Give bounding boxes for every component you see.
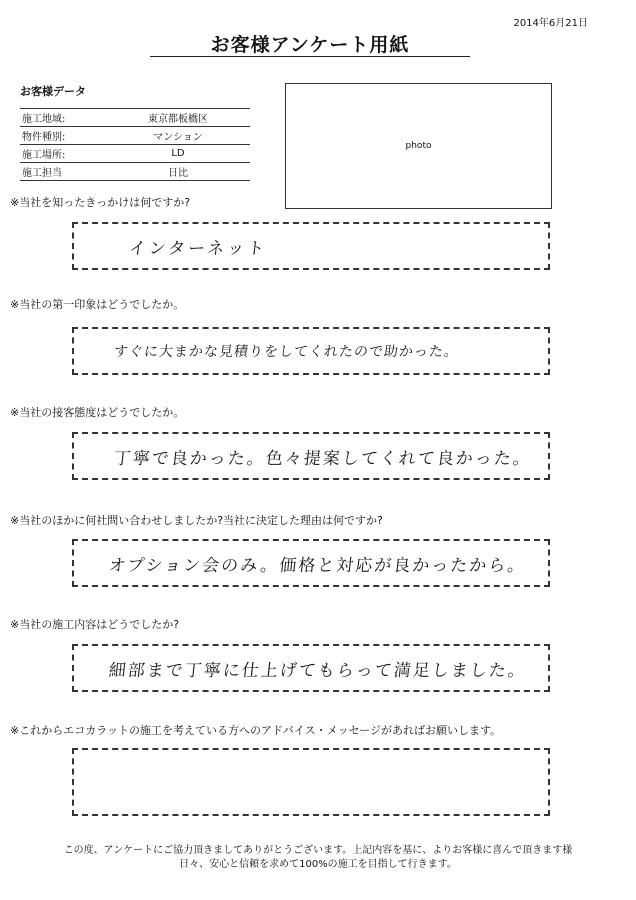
answer-box-6[interactable]	[72, 748, 550, 816]
closing-message	[0, 844, 636, 872]
question-6: ※これからエコカラットの施工を考えている方へのアドバイス・メッセージがあればお願いします。	[10, 724, 502, 737]
page-title: お客様アンケート用紙	[210, 34, 410, 56]
answer-text-5: 細部まで丁寧に仕上げてもらって満足しました。	[107, 660, 528, 681]
answer-box-2[interactable]	[72, 327, 550, 375]
customer-data-table	[20, 108, 250, 181]
question-5: ※当社の施工内容はどうでしたか?	[10, 618, 180, 631]
closing-line-1: この度、アンケートにご協力頂きましてありがとうございます。上記内容を基に、よりお客様に喜んで頂きます様	[63, 845, 573, 856]
row-value: マンション	[106, 127, 250, 145]
question-4: ※当社のほかに何社問い合わせしましたか?当社に決定した理由は何ですか?	[10, 514, 383, 527]
answer-box-5[interactable]	[72, 644, 550, 692]
row-label: 施工地域:	[20, 109, 106, 127]
title-underline	[150, 56, 470, 57]
answer-box-1[interactable]	[72, 222, 550, 270]
row-value: 東京都板橋区	[106, 109, 250, 127]
row-label: 物件種別:	[20, 127, 106, 145]
row-label: 施工場所:	[20, 145, 106, 163]
table-row	[20, 145, 250, 163]
photo-box	[285, 83, 552, 209]
answer-text-1: インターネット	[127, 238, 269, 259]
question-3: ※当社の接客態度はどうでしたか。	[10, 406, 185, 419]
table-row	[20, 163, 250, 181]
row-value: LD	[106, 145, 250, 163]
table-row	[20, 109, 250, 127]
survey-date: 2014年6月21日	[513, 18, 588, 29]
answer-box-4[interactable]	[72, 539, 550, 587]
row-label: 施工担当	[20, 163, 106, 181]
question-2: ※当社の第一印象はどうでしたか。	[10, 298, 185, 311]
question-1: ※当社を知ったきっかけは何ですか?	[10, 196, 191, 209]
answer-text-3: 丁寧で良かった。色々提案してくれて良かった。	[112, 448, 533, 469]
table-row	[20, 127, 250, 145]
answer-text-4: オプション会のみ。価格と対応が良かったから。	[107, 555, 528, 576]
row-value: 日比	[106, 163, 250, 181]
answer-text-2: すぐに大まかな見積りをしてくれたので助かった。	[113, 344, 460, 360]
answer-box-3[interactable]	[72, 432, 550, 480]
closing-line-2: 日々、安心と信頼を求めて100%の施工を目指して行きます。	[179, 859, 457, 870]
photo-label: photo	[405, 141, 432, 151]
customer-data-heading: お客様データ	[20, 85, 86, 98]
